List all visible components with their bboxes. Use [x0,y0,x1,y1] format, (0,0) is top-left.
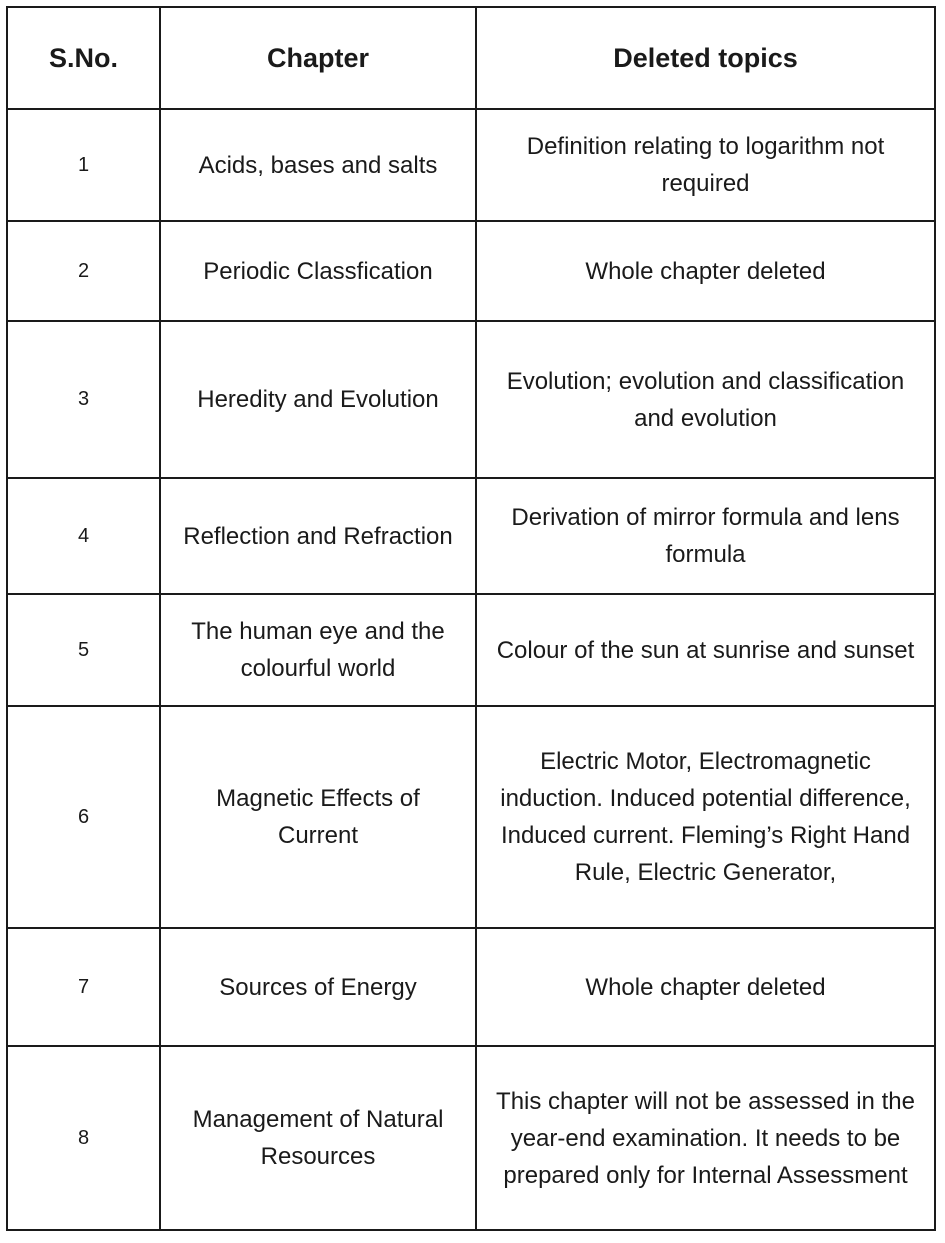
cell-sno: 5 [7,594,160,706]
cell-chapter: The human eye and the colourful world [160,594,476,706]
cell-chapter: Reflection and Refraction [160,478,476,594]
cell-chapter: Acids, bases and salts [160,109,476,221]
table-row [7,221,935,321]
cell-sno: 8 [7,1046,160,1230]
cell-deleted-topics: Evolution; evolution and classification and evolution [476,321,935,478]
table-row [7,706,935,928]
table-row [7,594,935,706]
cell-chapter: Management of Natural Resources [160,1046,476,1230]
header-chapter: Chapter [160,7,476,109]
cell-chapter: Sources of Energy [160,928,476,1046]
header-row [7,7,935,109]
cell-chapter: Periodic Classfication [160,221,476,321]
cell-deleted-topics: Colour of the sun at sunrise and sunset [476,594,935,706]
cell-sno: 4 [7,478,160,594]
cell-deleted-topics: Whole chapter deleted [476,928,935,1046]
table-row [7,321,935,478]
cell-chapter: Heredity and Evolution [160,321,476,478]
cell-sno: 1 [7,109,160,221]
table-row [7,109,935,221]
table-row [7,478,935,594]
cell-deleted-topics: Derivation of mirror formula and lens formula [476,478,935,594]
cell-deleted-topics: This chapter will not be assessed in the year-end examination. It needs to be prepared only for Internal Assessment [476,1046,935,1230]
header-deleted-topics: Deleted topics [476,7,935,109]
cell-sno: 7 [7,928,160,1046]
cell-chapter: Magnetic Effects of Current [160,706,476,928]
deleted-topics-table [6,6,936,1231]
cell-deleted-topics: Definition relating to logarithm not required [476,109,935,221]
cell-deleted-topics: Electric Motor, Electromagnetic induction. Induced potential difference, Induced current. Fleming’s Right Hand Rule, Electric Generator, [476,706,935,928]
table-row [7,1046,935,1230]
cell-sno: 6 [7,706,160,928]
header-sno: S.No. [7,7,160,109]
cell-sno: 2 [7,221,160,321]
table-row [7,928,935,1046]
cell-deleted-topics: Whole chapter deleted [476,221,935,321]
cell-sno: 3 [7,321,160,478]
